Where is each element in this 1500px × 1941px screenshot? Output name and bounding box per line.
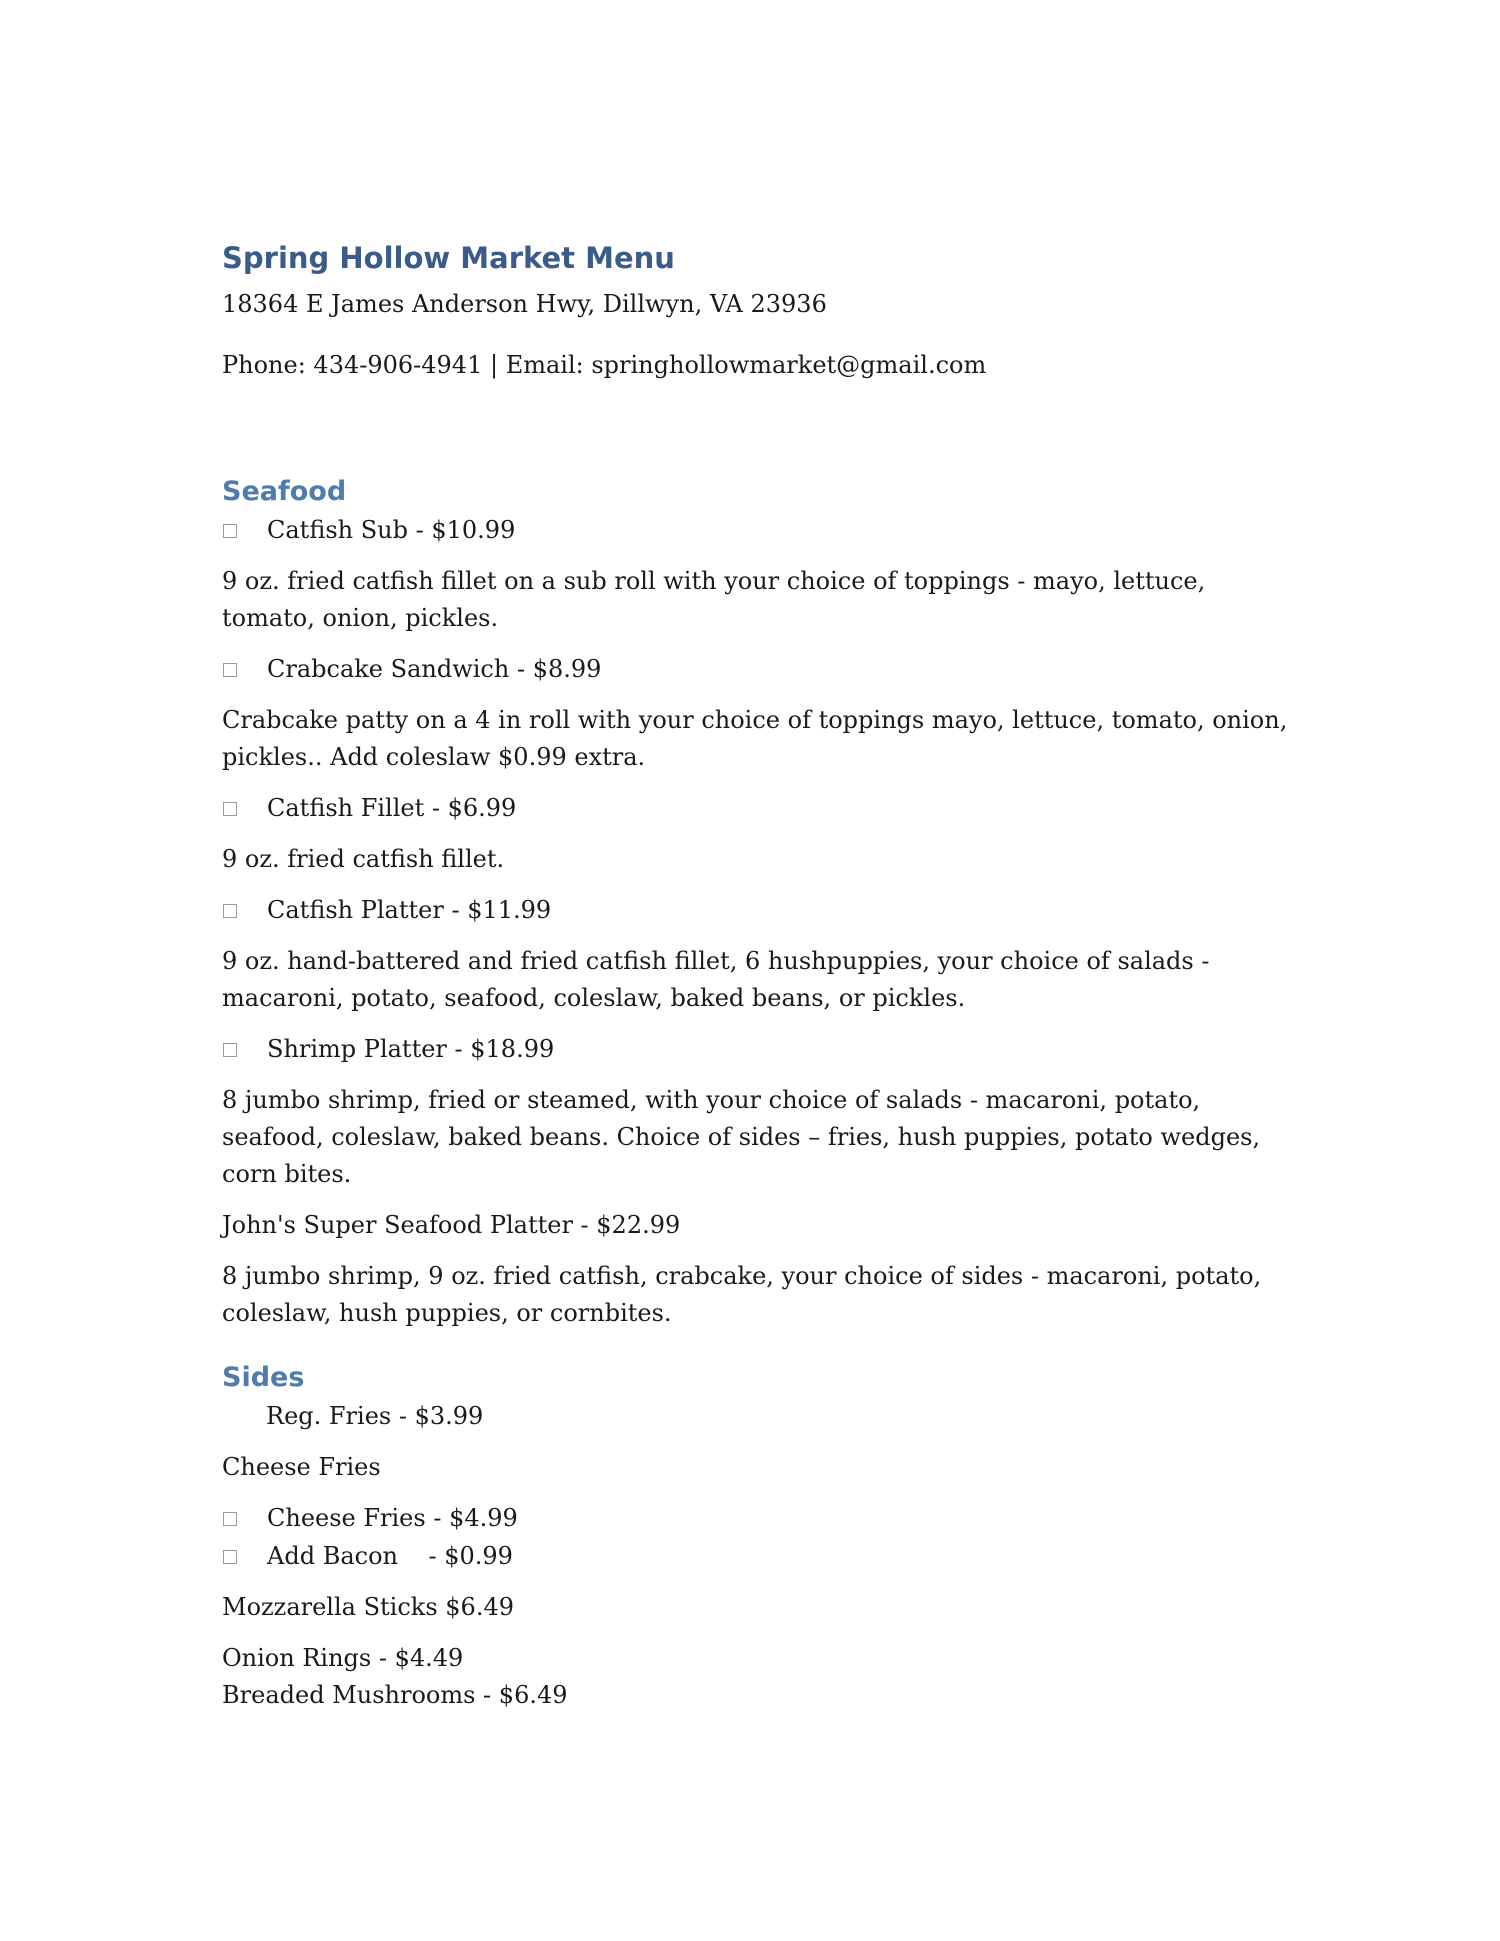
item-name: Catfish Sub - $10.99	[267, 516, 516, 544]
menu-item-cheese-fries	[222, 1500, 1302, 1537]
menu-item-super-seafood-platter: John's Super Seafood Platter - $22.99	[222, 1211, 681, 1239]
checkbox-icon[interactable]	[223, 1043, 237, 1057]
checkbox-icon[interactable]	[223, 1512, 237, 1526]
item-name: Shrimp Platter - $18.99	[267, 1035, 555, 1063]
menu-item-catfish-fillet	[222, 790, 1302, 827]
menu-item-reg-fries: Reg. Fries - $3.99	[266, 1402, 484, 1430]
item-name: Crabcake Sandwich - $8.99	[267, 655, 602, 683]
item-name: Catfish Fillet - $6.99	[267, 794, 517, 822]
seafood-heading: Seafood	[222, 476, 347, 507]
item-name: Cheese Fries - $4.99	[267, 1504, 518, 1532]
menu-item-breaded-mushrooms: Breaded Mushrooms - $6.49	[222, 1681, 568, 1709]
checkbox-icon[interactable]	[223, 524, 237, 538]
item-description: 8 jumbo shrimp, 9 oz. fried catfish, crabcake, your choice of sides - macaroni, potato, coleslaw, hush puppies, or cornbites.	[222, 1262, 1262, 1327]
menu-item-crabcake-sandwich	[222, 651, 1302, 688]
menu-item-add-bacon	[222, 1538, 1302, 1575]
checkbox-icon[interactable]	[223, 663, 237, 677]
item-description: 9 oz. fried catfish fillet.	[222, 845, 505, 873]
menu-item-mozzarella-sticks: Mozzarella Sticks $6.49	[222, 1593, 514, 1621]
menu-item-catfish-sub	[222, 512, 1302, 549]
cheese-fries-label: Cheese Fries	[222, 1453, 381, 1481]
menu-item-shrimp-platter	[222, 1031, 1302, 1068]
checkbox-icon[interactable]	[223, 1550, 237, 1564]
menu-item-catfish-platter	[222, 892, 1302, 929]
item-name: Add Bacon - $0.99	[267, 1542, 513, 1570]
checkbox-icon[interactable]	[223, 802, 237, 816]
item-name: Catfish Platter - $11.99	[267, 896, 552, 924]
menu-page	[222, 236, 1302, 1714]
contact-info: Phone: 434-906-4941 | Email: springhollowmarket@gmail.com	[222, 351, 987, 379]
menu-item-onion-rings: Onion Rings - $4.49	[222, 1644, 464, 1672]
item-description: 9 oz. fried catfish fillet on a sub roll with your choice of toppings - mayo, lettuce, tomato, onion, pickles.	[222, 567, 1206, 632]
item-description: 8 jumbo shrimp, fried or steamed, with your choice of salads - macaroni, potato, seafood, coleslaw, baked beans. Choice of sides – fries, hush puppies, potato wedges, corn bites.	[222, 1086, 1261, 1188]
address: 18364 E James Anderson Hwy, Dillwyn, VA 23936	[222, 290, 827, 318]
checkbox-icon[interactable]	[223, 904, 237, 918]
item-description: 9 oz. hand-battered and fried catfish fillet, 6 hushpuppies, your choice of salads - macaroni, potato, seafood, coleslaw, baked beans, or pickles.	[222, 947, 1210, 1012]
item-description: Crabcake patty on a 4 in roll with your choice of toppings mayo, lettuce, tomato, onion, pickles.. Add coleslaw $0.99 extra.	[222, 706, 1288, 771]
page-title: Spring Hollow Market Menu	[222, 241, 675, 275]
sides-heading: Sides	[222, 1362, 305, 1393]
